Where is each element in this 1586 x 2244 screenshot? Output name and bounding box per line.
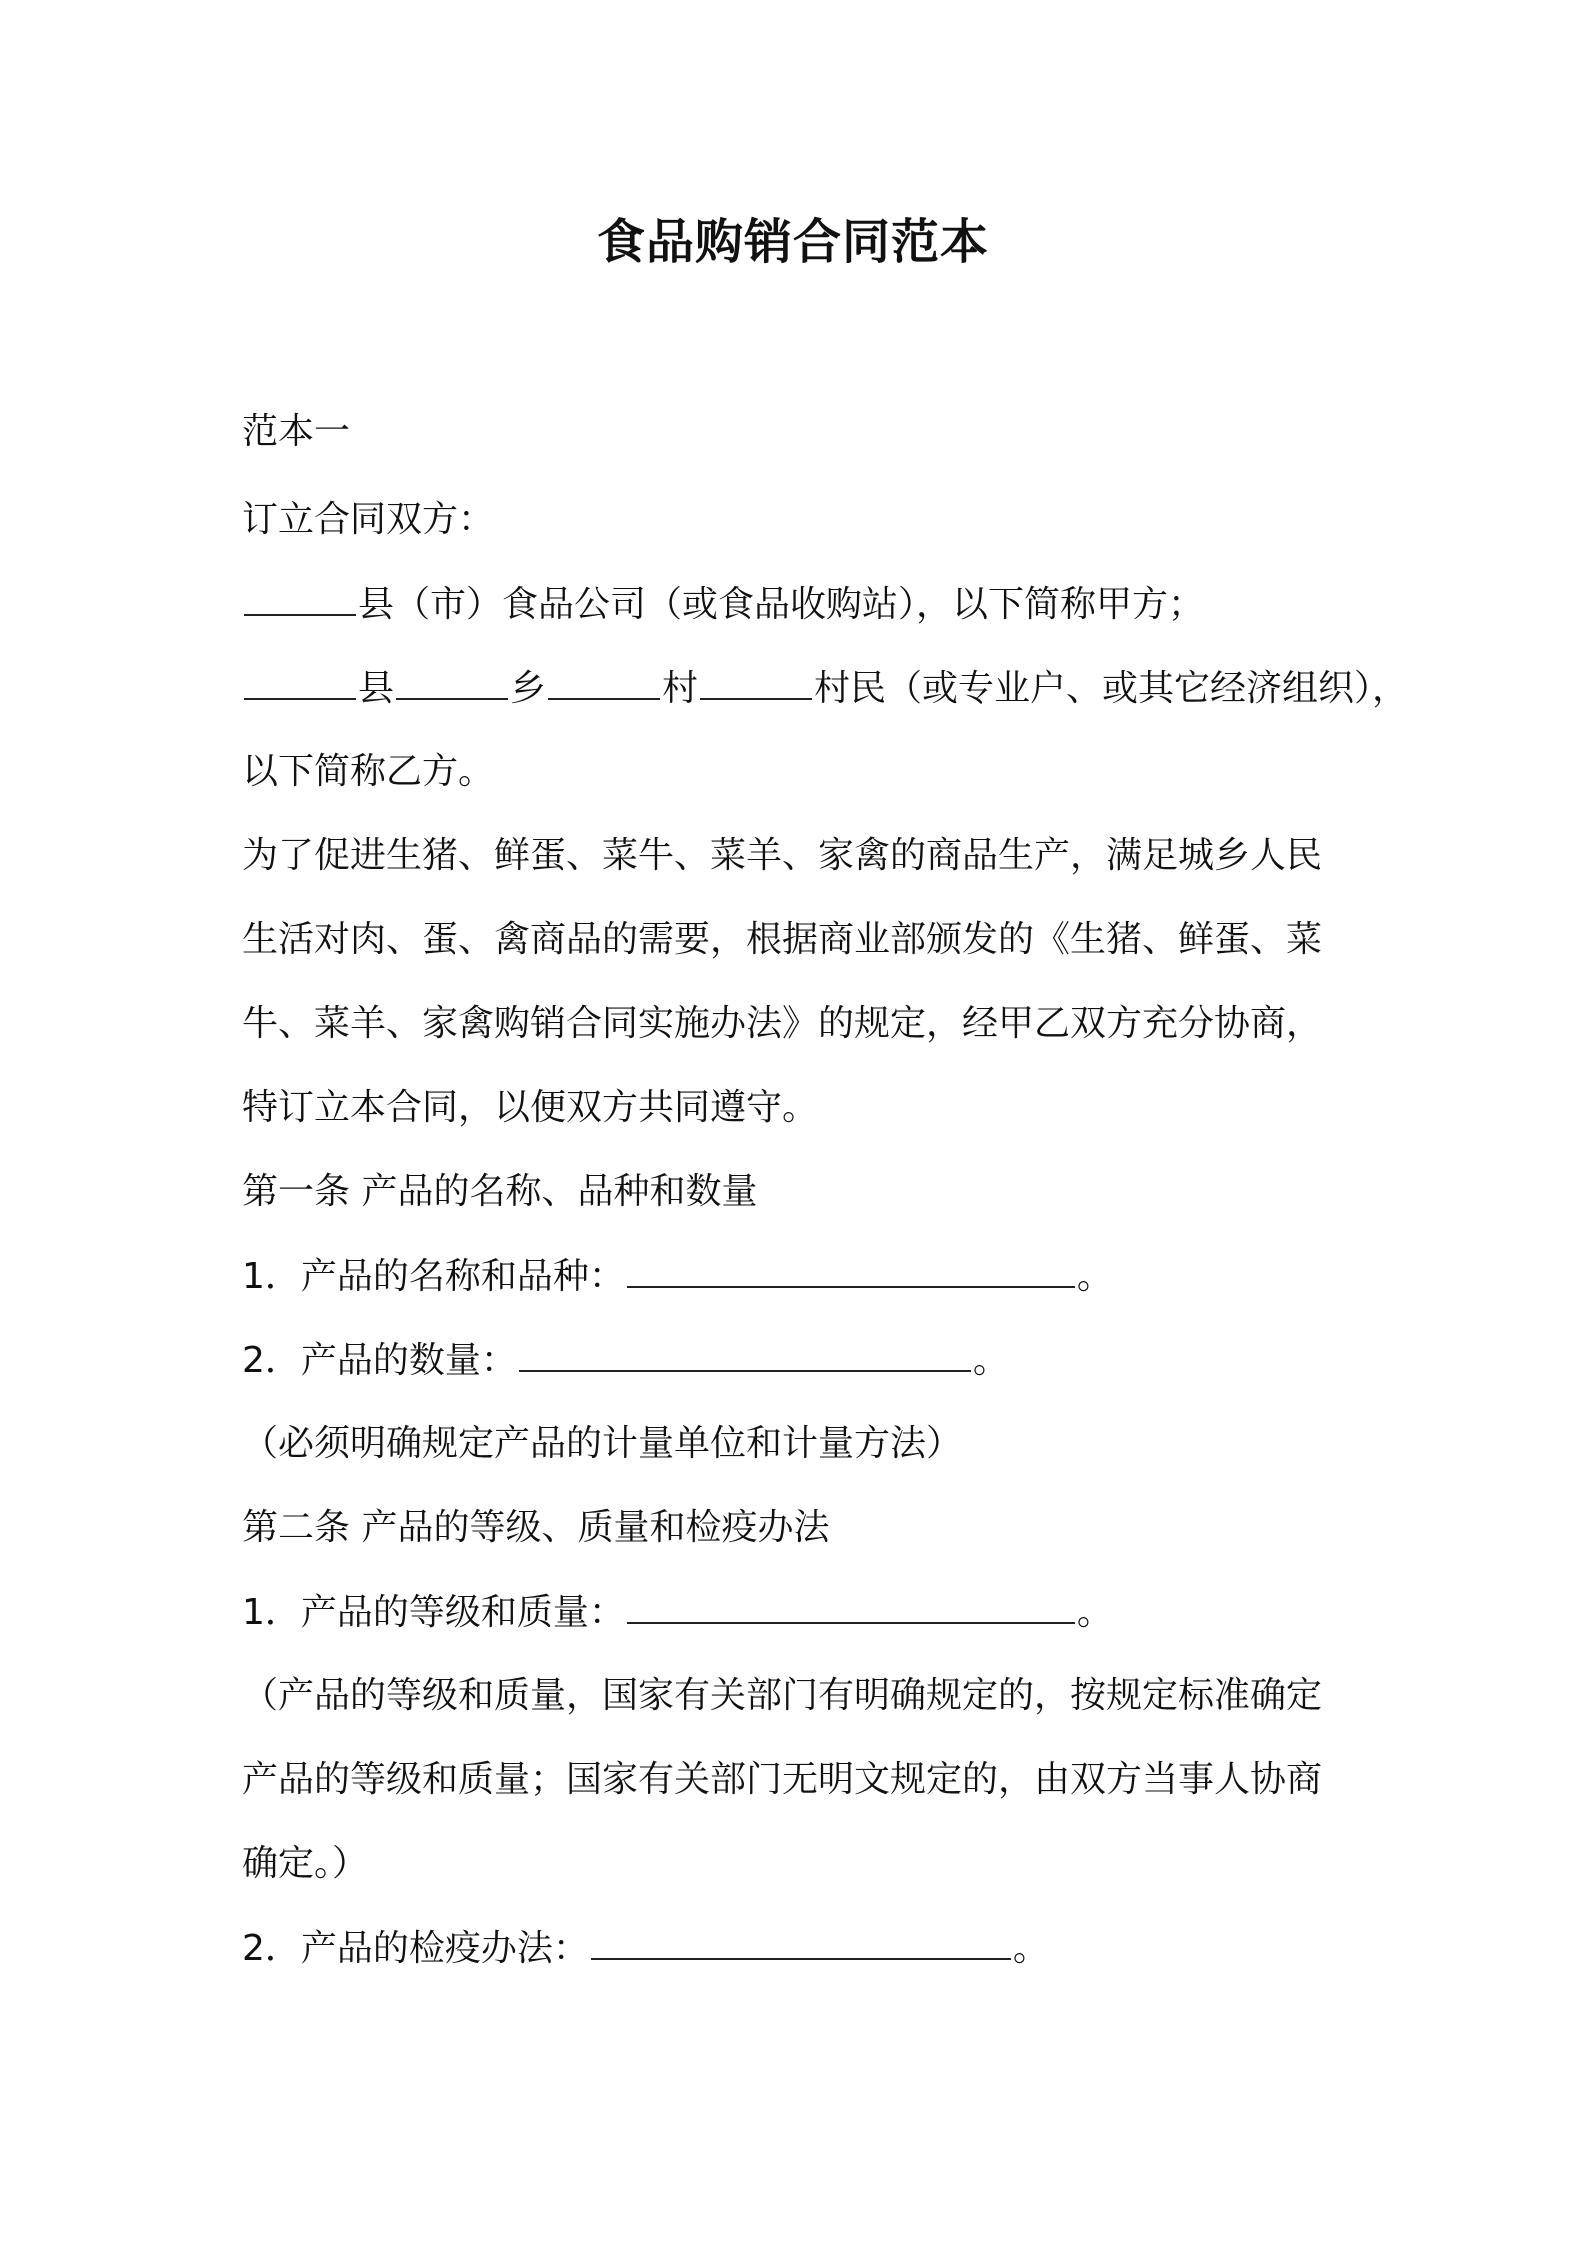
article-1-item-1-label: 1．产品的名称和品种： <box>242 1256 625 1297</box>
article-1-heading: 第一条 产品的名称、品种和数量 <box>242 1171 758 1212</box>
quarantine-method-blank <box>591 1924 1011 1960</box>
party-b-villager-blank <box>700 664 812 700</box>
article-1-item-2-period: 。 <box>972 1340 1009 1381</box>
section-heading: 范本一 <box>242 411 351 452</box>
product-name-blank <box>627 1252 1075 1288</box>
article-2-item-1 <box>242 1588 1113 1637</box>
article-2-note-line-3: 确定。） <box>242 1843 369 1884</box>
preamble-line-1: 为了促进生猪、鲜蛋、菜牛、菜羊、家禽的商品生产，满足城乡人民 <box>242 835 1323 876</box>
parties-heading: 订立合同双方： <box>242 499 495 540</box>
article-2-note-line-2: 产品的等级和质量；国家有关部门无明文规定的，由双方当事人协商 <box>242 1759 1323 1800</box>
party-a-line <box>242 580 1204 629</box>
party-b-line <box>242 664 1408 713</box>
party-a-text: 县（市）食品公司（或食品收购站），以下简称甲方； <box>358 584 1205 625</box>
article-2-item-1-period: 。 <box>1076 1592 1113 1633</box>
product-grade-blank <box>627 1588 1075 1624</box>
party-b-county-label: 县 <box>358 668 395 709</box>
article-2-item-1-label: 1．产品的等级和质量： <box>242 1592 625 1633</box>
party-b-county-blank <box>244 664 356 700</box>
party-b-village-blank <box>548 664 660 700</box>
article-1-note: （必须明确规定产品的计量单位和计量方法） <box>242 1423 963 1464</box>
party-a-county-blank <box>244 580 356 616</box>
preamble-line-3: 牛、菜羊、家禽购销合同实施办法》的规定，经甲乙双方充分协商， <box>242 1003 1323 1044</box>
article-1-item-2 <box>242 1336 1009 1385</box>
preamble-line-2: 生活对肉、蛋、禽商品的需要，根据商业部颁发的《生猪、鲜蛋、菜 <box>242 919 1323 960</box>
party-b-line-2: 以下简称乙方。 <box>242 751 495 792</box>
party-b-village-label: 村 <box>662 668 699 709</box>
article-2-heading: 第二条 产品的等级、质量和检疫办法 <box>242 1507 830 1548</box>
product-quantity-blank <box>519 1336 971 1372</box>
article-1-item-1-period: 。 <box>1076 1256 1113 1297</box>
article-2-item-2-label: 2．产品的检疫办法： <box>242 1928 589 1969</box>
article-1-item-2-label: 2．产品的数量： <box>242 1340 517 1381</box>
document-title: 食品购销合同范本 <box>596 214 989 270</box>
preamble-line-4: 特订立本合同，以便双方共同遵守。 <box>242 1087 819 1128</box>
article-2-note-line-1: （产品的等级和质量，国家有关部门有明确规定的，按规定标准确定 <box>242 1675 1323 1716</box>
article-2-item-2 <box>242 1924 1049 1973</box>
article-2-item-2-period: 。 <box>1012 1928 1049 1969</box>
article-1-item-1 <box>242 1252 1113 1301</box>
party-b-township-label: 乡 <box>510 668 547 709</box>
party-b-township-blank <box>396 664 508 700</box>
party-b-villager-label: 村民（或专业户、或其它经济组织）， <box>814 668 1409 709</box>
